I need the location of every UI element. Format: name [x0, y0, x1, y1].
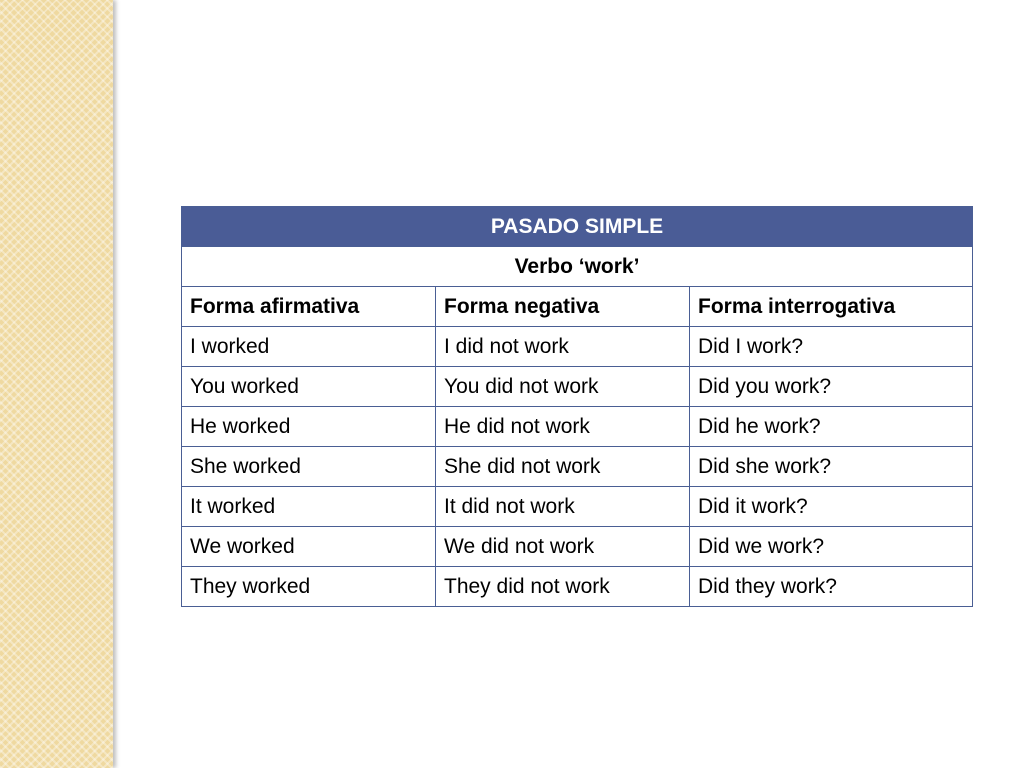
affirmative-cell: They worked [182, 567, 436, 607]
table-subtitle-row [182, 247, 973, 287]
affirmative-cell: It worked [182, 487, 436, 527]
column-header-affirmative: Forma afirmativa [182, 287, 436, 327]
table-row [182, 527, 973, 567]
interrogative-cell: Did he work? [690, 407, 973, 447]
decorative-side-band [0, 0, 113, 768]
interrogative-cell: Did you work? [690, 367, 973, 407]
table-row [182, 487, 973, 527]
interrogative-cell: Did we work? [690, 527, 973, 567]
negative-cell: They did not work [436, 567, 690, 607]
table-row [182, 407, 973, 447]
column-header-negative: Forma negativa [436, 287, 690, 327]
affirmative-cell: You worked [182, 367, 436, 407]
interrogative-cell: Did she work? [690, 447, 973, 487]
interrogative-cell: Did it work? [690, 487, 973, 527]
past-simple-table [181, 206, 973, 607]
table-container [181, 206, 972, 607]
table-title-row [182, 207, 973, 247]
interrogative-cell: Did they work? [690, 567, 973, 607]
table-row [182, 447, 973, 487]
negative-cell: I did not work [436, 327, 690, 367]
affirmative-cell: We worked [182, 527, 436, 567]
negative-cell: We did not work [436, 527, 690, 567]
affirmative-cell: He worked [182, 407, 436, 447]
negative-cell: She did not work [436, 447, 690, 487]
table-row [182, 367, 973, 407]
interrogative-cell: Did I work? [690, 327, 973, 367]
affirmative-cell: I worked [182, 327, 436, 367]
column-header-row [182, 287, 973, 327]
table-row [182, 567, 973, 607]
table-subtitle: Verbo ‘work’ [182, 247, 973, 287]
negative-cell: He did not work [436, 407, 690, 447]
column-header-interrogative: Forma interrogativa [690, 287, 973, 327]
table-title: PASADO SIMPLE [182, 207, 973, 247]
table-row [182, 327, 973, 367]
negative-cell: You did not work [436, 367, 690, 407]
negative-cell: It did not work [436, 487, 690, 527]
affirmative-cell: She worked [182, 447, 436, 487]
